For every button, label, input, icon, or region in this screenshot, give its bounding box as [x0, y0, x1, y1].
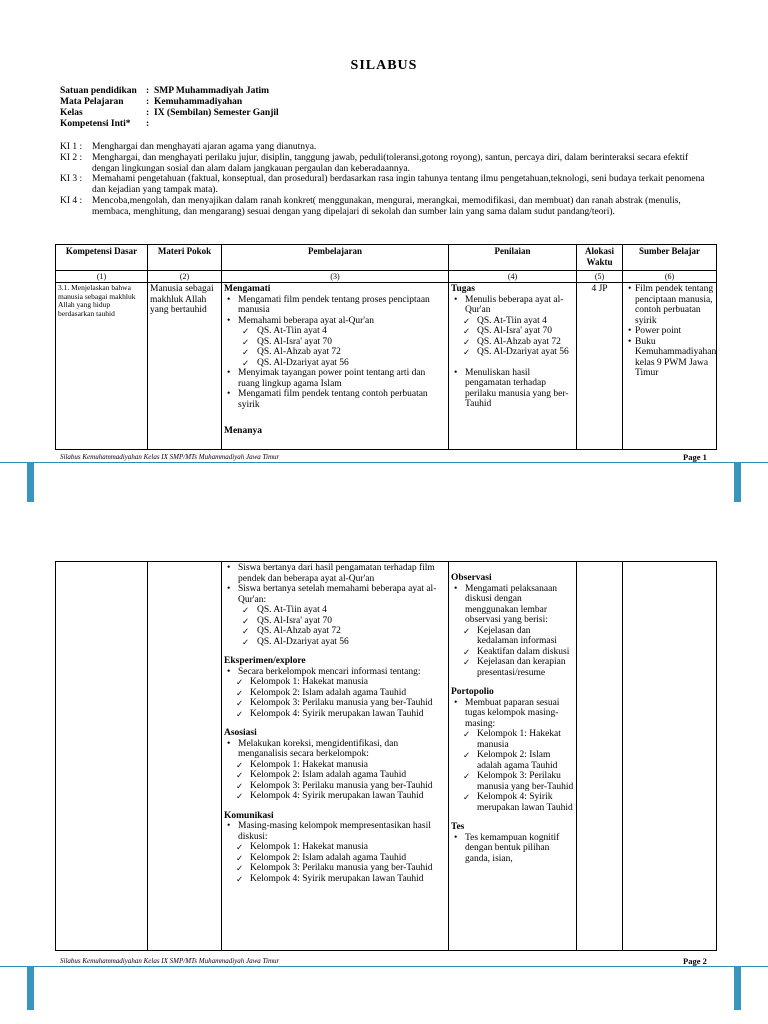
table-header-row — [56, 245, 717, 271]
identity-row — [60, 97, 279, 108]
ki-text: Menghargai, dan menghayati perilaku jujur, disiplin, tanggung jawab, peduli(toleransi,gotong royong), santun, percaya diri, dalam berinteraksi secara efektif dengan lingkungan sosial dan alam dalam jangkauan pergaulan dan keberadaannya. — [92, 152, 689, 174]
bullet-list — [224, 563, 446, 647]
identity-sep: : — [146, 108, 150, 118]
bullet-list — [224, 821, 446, 884]
identity-value: SMP Muhammadiyah Jatim — [154, 86, 270, 96]
check-item: ✓ Kelompok 3: Perilaku manusia yang ber-Tauhid — [451, 771, 574, 792]
section-heading: Mengamati — [224, 284, 271, 294]
number-cell: (1) — [56, 271, 148, 283]
section-heading: Portopolio — [451, 687, 494, 697]
bullet-list — [451, 295, 574, 358]
alokasi-cell: 4 JP — [577, 283, 623, 450]
bullet-item: • Siswa bertanya dari hasil pengamatan terhadap film pendek dan beberapa ayat al-Qur'an — [224, 563, 446, 584]
check-item: ✓ Kelompok 4: Syirik merupakan lawan Tauhid — [224, 791, 446, 802]
page-tab-left — [27, 966, 34, 1010]
check-item: ✓ QS. Al-Ahzab ayat 72 — [451, 337, 574, 348]
check-item: ✓ QS. At-Tiin ayat 4 — [224, 605, 446, 616]
identity-value: Kemuhammadiyahan — [154, 97, 243, 107]
kd-cell: 3.1. Menjelaskan bahwa manusia sebagai makhluk Allah yang hidup berdasarkan tauhid — [56, 283, 148, 450]
ki-text: Memahami pengetahuan (faktual, konseptual, dan prosedural) berdasarkan rasa ingin tahunya tentang ilmu pengetahuan,teknologi, seni budaya terkait penomena dan kejadian yang tampak mata). — [92, 174, 705, 196]
check-item: ✓ QS. At-Tiin ayat 4 — [451, 316, 574, 327]
identity-block — [60, 86, 279, 130]
ki-key: KI 1 : — [60, 142, 83, 152]
syllabus-table-page2 — [55, 561, 717, 951]
page-tab-right — [734, 462, 741, 502]
identity-key: Satuan pendidikan — [60, 86, 137, 96]
section-heading: Tes — [451, 822, 465, 832]
check-item: ✓ QS. At-Tiin ayat 4 — [224, 326, 446, 337]
bullet-list — [224, 295, 446, 411]
page-tab-right — [734, 966, 741, 1010]
section-heading: Komunikasi — [224, 810, 274, 821]
page-divider — [0, 966, 768, 967]
bullet-list — [625, 284, 717, 379]
check-item: ✓ Kelompok 4: Syirik merupakan lawan Tauhid — [224, 874, 446, 885]
header-cell: Materi Pokok — [148, 245, 222, 271]
number-cell: (3) — [222, 271, 449, 283]
bullet-item: • Menulis beberapa ayat al-Qur'an — [451, 295, 574, 316]
header-cell: Pembelajaran — [222, 245, 449, 271]
check-item: ✓ Kelompok 2: Islam adalah agama Tauhid — [224, 688, 446, 699]
document-title: SILABUS — [350, 58, 418, 73]
check-item: ✓ Kejelasan dan kedalaman informasi — [451, 626, 574, 647]
identity-row — [60, 108, 279, 119]
check-item: ✓ Kelompok 2: Islam adalah agama Tauhid — [224, 853, 446, 864]
check-item: ✓ Kelompok 3: Perilaku manusia yang ber-Tauhid — [224, 698, 446, 709]
check-item: ✓ QS. Al-Dzariyat ayat 56 — [451, 347, 574, 358]
number-cell: (4) — [449, 271, 577, 283]
identity-key: Mata Pelajaran — [60, 97, 124, 107]
section-heading: Eksperimen/explore — [224, 656, 306, 666]
page-number: Page 1 — [683, 452, 707, 462]
number-cell: (6) — [623, 271, 717, 283]
ki-item — [60, 174, 710, 196]
identity-key: Kompetensi Inti* — [60, 119, 131, 129]
identity-sep: : — [146, 119, 150, 129]
check-item: ✓ QS. Al-Isra' ayat 70 — [451, 326, 574, 337]
bullet-list — [224, 667, 446, 720]
bullet-list — [451, 368, 574, 410]
section-heading: Menanya — [224, 426, 262, 436]
bullet-item: • Masing-masing kelompok mempresentasikan hasil diskusi: — [224, 821, 446, 842]
bullet-item: • Mengamati film pendek tentang contoh perbuatan syirik — [224, 389, 446, 410]
identity-sep: : — [146, 86, 150, 96]
footer-text: Silabus Kemuhammadiyahan Kelas IX SMP/MTs Muhammadiyah Jawa Timur — [60, 957, 280, 965]
check-item: ✓ Kelompok 1: Hakekat manusia — [224, 677, 446, 688]
ki-text: Mencoba,mengolah, dan menyajikan dalam ranah konkret( menggunakan, mengurai, merangkai, memodifikasi, dan membuat) dan ranah abstrak (menulis, membaca, menghitung, dan mengarang) sesuai dengan yang dipelajari di sekolah dan sumber lain yang sama dalam sudut pandang/teori). — [92, 195, 681, 217]
bullet-list — [224, 739, 446, 802]
bullet-item: • Secara berkelompok mencari informasi tentang: — [224, 667, 446, 678]
header-cell: Sumber Belajar — [623, 245, 717, 271]
bullet-item: • Memahami beberapa ayat al-Qur'an — [224, 316, 446, 327]
pembelajaran-cell — [222, 283, 449, 450]
page-divider — [0, 462, 768, 463]
header-cell: Alokasi Waktu — [577, 245, 623, 271]
number-cell: (5) — [577, 271, 623, 283]
bullet-list — [451, 584, 574, 679]
check-item: ✓ QS. Al-Ahzab ayat 72 — [224, 347, 446, 358]
bullet-item: • Film pendek tentang penciptaan manusia, contoh perbuatan syirik — [625, 284, 714, 326]
ki-key: KI 3 : — [60, 174, 83, 185]
check-item: ✓ QS. Al-Dzariyat ayat 56 — [224, 637, 446, 648]
penilaian-cell — [449, 283, 577, 450]
ki-key: KI 2 : — [60, 152, 83, 163]
ki-key: KI 4 : — [60, 195, 83, 206]
check-item: ✓ Kelompok 1: Hakekat manusia — [224, 760, 446, 771]
check-item: ✓ QS. Al-Isra' ayat 70 — [224, 337, 446, 348]
section-heading: Asosiasi — [224, 728, 257, 738]
bullet-list — [451, 698, 574, 814]
bullet-item: • Menuliskan hasil pengamatan terhadap perilaku manusia yang ber-Tauhid — [451, 368, 574, 410]
identity-row — [60, 119, 279, 130]
identity-row — [60, 86, 279, 97]
check-item: ✓ Kejelasan dan kerapian presentasi/resume — [451, 657, 574, 678]
bullet-item: • Melakukan koreksi, mengidentifikasi, dan menganalisis secara berkelompok: — [224, 739, 446, 760]
check-item: ✓ Kelompok 1: Hakekat manusia — [224, 842, 446, 853]
ki-item — [60, 153, 710, 175]
page-tab-left — [27, 462, 34, 502]
materi-cell: Manusia sebagai makhluk Allah yang bertauhid — [148, 283, 222, 450]
header-cell: Kompetensi Dasar — [56, 245, 148, 271]
footer-text: Silabus Kemuhammadiyahan Kelas IX SMP/MTs Muhammadiyah Jawa Timur — [60, 453, 280, 461]
page-number: Page 2 — [683, 956, 707, 966]
ki-text: Menghargai dan menghayati ajaran agama yang dianutnya. — [92, 142, 317, 152]
check-item: ✓ QS. Al-Isra' ayat 70 — [224, 616, 446, 627]
bullet-item: • Siswa bertanya setelah memahami beberapa ayat al-Qur'an: — [224, 584, 446, 605]
check-item: ✓ QS. Al-Ahzab ayat 72 — [224, 626, 446, 637]
materi-cell — [148, 562, 222, 951]
check-item: ✓ Kelompok 4: Syirik merupakan lawan Tauhid — [451, 792, 574, 813]
header-cell: Penilaian — [449, 245, 577, 271]
check-item: ✓ Kelompok 3: Perilaku manusia yang ber-Tauhid — [224, 863, 446, 874]
table-row — [56, 283, 717, 450]
bullet-item: • Power point — [625, 326, 714, 337]
ki-item — [60, 142, 710, 153]
syllabus-table-page1 — [55, 244, 717, 450]
check-item: ✓ QS. Al-Dzariyat ayat 56 — [224, 358, 446, 369]
check-item: ✓ Kelompok 3: Perilaku manusia yang ber-Tauhid — [224, 781, 446, 792]
pembelajaran-cell — [222, 562, 449, 951]
check-item: ✓ Kelompok 2: Islam adalah agama Tauhid — [224, 770, 446, 781]
section-heading: Tugas — [451, 284, 475, 294]
check-item: ✓ Kelompok 4: Syirik merupakan lawan Tauhid — [224, 709, 446, 720]
sumber-cell — [623, 283, 717, 450]
bullet-item: • Mengamati film pendek tentang proses penciptaan manusia — [224, 295, 446, 316]
check-item: ✓ Kelompok 2: Islam adalah agama Tauhid — [451, 750, 574, 771]
check-item: ✓ Kelompok 1: Hakekat manusia — [451, 729, 574, 750]
alokasi-cell — [577, 562, 623, 951]
identity-sep: : — [146, 97, 150, 107]
identity-value: IX (Sembilan) Semester Ganjil — [154, 108, 279, 118]
table-number-row — [56, 271, 717, 283]
identity-key: Kelas — [60, 108, 83, 118]
number-cell: (2) — [148, 271, 222, 283]
kompetensi-inti-list — [60, 142, 710, 218]
sumber-cell — [623, 562, 717, 951]
check-item: ✓ Keaktifan dalam diskusi — [451, 647, 574, 658]
kd-cell — [56, 562, 148, 951]
bullet-item: • Menyimak tayangan power point tentang arti dan ruang lingkup agama Islam — [224, 368, 446, 389]
bullet-item: • Mengamati pelaksanaan diskusi dengan menggunakan lembar observasi yang berisi: — [451, 584, 574, 626]
bullet-item: • Tes kemampuan kognitif dengan bentuk pilihan ganda, isian, — [451, 833, 574, 865]
table-row — [56, 562, 717, 951]
bullet-item: • Buku Kemuhammadiyahan kelas 9 PWM Jawa Timur — [625, 337, 714, 379]
bullet-list — [451, 833, 574, 865]
penilaian-cell — [449, 562, 577, 951]
ki-item — [60, 196, 710, 218]
bullet-item: • Membuat paparan sesuai tugas kelompok masing-masing: — [451, 698, 574, 730]
section-heading: Observasi — [451, 573, 492, 583]
